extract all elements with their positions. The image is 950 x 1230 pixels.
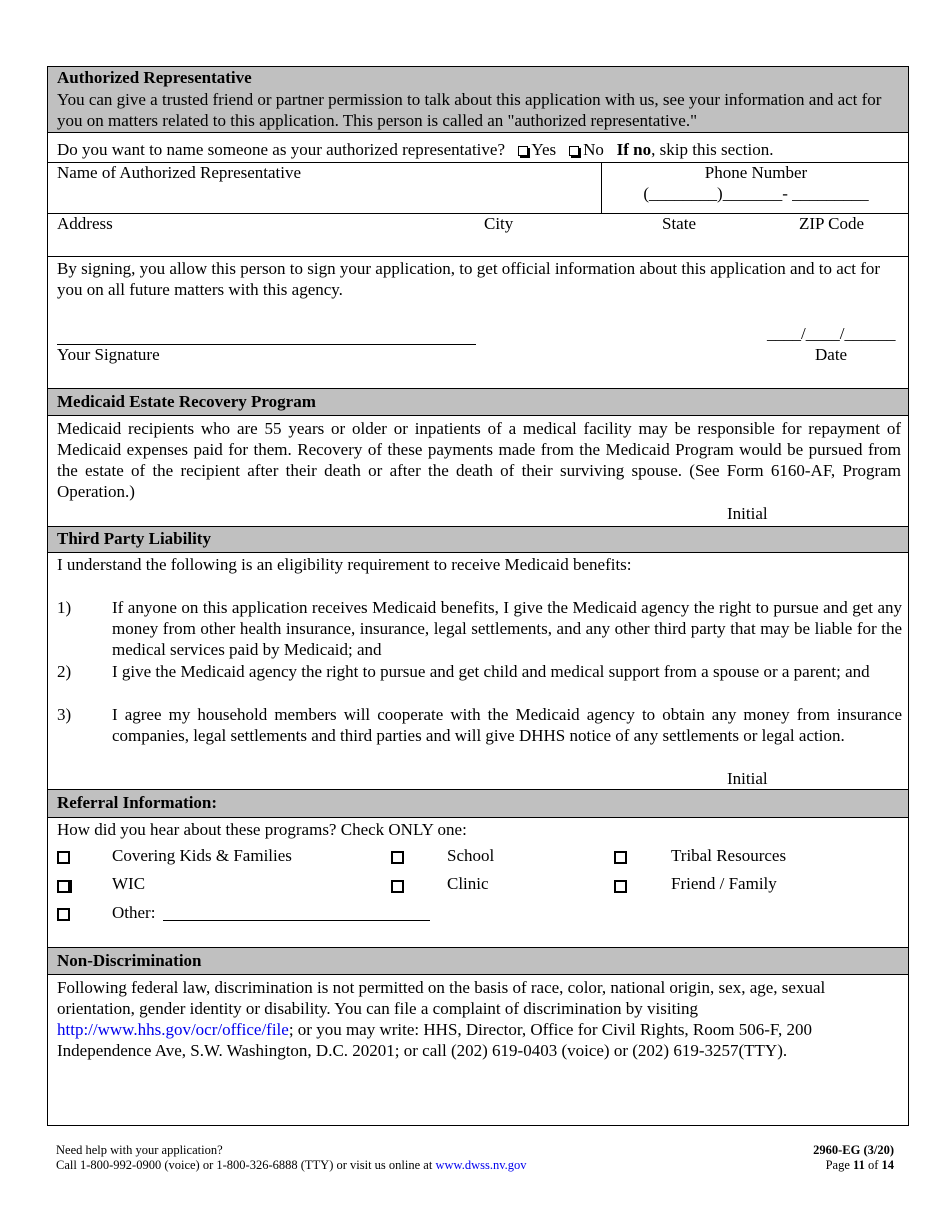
- date-label: Date: [815, 345, 848, 364]
- signing-text: By signing, you allow this person to sign your application, to get official information about this application and to act for you on all future matters with this agency.: [57, 259, 881, 299]
- no-label: No: [583, 140, 604, 159]
- referral-option: School: [447, 846, 495, 865]
- auth-rep-title: Authorized Representative: [57, 68, 252, 87]
- tpl-title: Third Party Liability: [57, 529, 211, 548]
- phone-label: Phone Number: [704, 163, 808, 182]
- referral-checkbox-friend[interactable]: [614, 880, 627, 893]
- other-input-line[interactable]: [163, 920, 430, 921]
- state-label: State: [662, 214, 696, 233]
- referral-title: Referral Information:: [57, 793, 218, 812]
- hhs-link[interactable]: http://www.hhs.gov/ocr/office/file: [57, 1020, 289, 1039]
- tpl-item-num: 3): [57, 705, 72, 724]
- page-word: Page: [825, 1158, 850, 1172]
- page-number: 11: [853, 1158, 865, 1172]
- referral-header: [48, 789, 908, 818]
- referral-checkbox-other[interactable]: [57, 908, 70, 921]
- tpl-header: [48, 526, 908, 553]
- of-word: of: [867, 1158, 879, 1172]
- city-label: City: [484, 214, 514, 233]
- date-field[interactable]: ____/____/______: [767, 324, 896, 343]
- tpl-initial-label: Initial: [727, 769, 768, 788]
- referral-question: How did you hear about these programs? Check ONLY one:: [57, 820, 467, 839]
- if-no-bold: If no: [616, 140, 652, 159]
- tpl-item-num: 2): [57, 662, 72, 681]
- address-label: Address: [57, 214, 113, 233]
- referral-checkbox-tribal[interactable]: [614, 851, 627, 864]
- footer-call-text: Call 1-800-992-0900 (voice) or 1-800-326-6888 (TTY) or visit us online at: [56, 1158, 436, 1172]
- auth-rep-question: Do you want to name someone as your authorized representative?: [57, 140, 505, 159]
- dwss-link[interactable]: www.dwss.nv.gov: [435, 1158, 527, 1172]
- signature-label: Your Signature: [57, 345, 160, 364]
- nondisc-header: [48, 947, 908, 975]
- form-id: 2960-EG (3/20): [813, 1143, 894, 1157]
- tpl-item-num: 1): [57, 598, 72, 617]
- if-no-rest: , skip this section.: [651, 140, 774, 159]
- footer-call: [56, 1157, 527, 1173]
- nondisc-title: Non-Discrimination: [57, 951, 202, 970]
- nondisc-text: [57, 977, 905, 1061]
- referral-option: Covering Kids & Families: [112, 846, 292, 865]
- referral-option: Friend / Family: [671, 874, 777, 893]
- divider: [48, 256, 908, 257]
- referral-option: Tribal Resources: [671, 846, 787, 865]
- tpl-item-text: If anyone on this application receives Medicaid benefits, I give the Medicaid agency the right to pursue and get any money from other health insurance, insurance, legal settlements, and any other third party that may be liable for the medical services paid by Medicaid; and: [112, 598, 902, 659]
- estate-title: Medicaid Estate Recovery Program: [57, 392, 316, 411]
- estate-text: Medicaid recipients who are 55 years or older or inpatients of a medical facility may be responsible for repayment of Medicaid expenses paid for them. Recovery of these payments made from the Medicaid Program would be pursued from the estate of the recipient after their death or after the death of their surviving spouse. (See Form 6160-AF, Program Operation.): [57, 419, 901, 501]
- estate-initial-label: Initial: [727, 504, 768, 523]
- referral-checkbox-wic[interactable]: [57, 880, 70, 893]
- referral-checkbox-covering-kids[interactable]: [57, 851, 70, 864]
- zip-label: ZIP Code: [799, 214, 865, 233]
- referral-option: WIC: [112, 874, 146, 893]
- nondisc-text-after: ; or you may write: HHS, Director, Office for Civil Rights, Room 506-F, 200 Independence Ave, S.W. Washington, D.C. 20201; or call (202) 619-0403 (voice) or (202) 619-3257(TTY).: [57, 1020, 813, 1060]
- referral-checkbox-clinic[interactable]: [391, 880, 404, 893]
- auth-rep-intro: You can give a trusted friend or partner permission to talk about this application with us, see your information and act for you on matters related to this application. This person is called an "authorized representative.": [57, 90, 882, 130]
- page-indicator: [826, 1157, 894, 1173]
- yes-checkbox[interactable]: [518, 146, 528, 156]
- no-checkbox[interactable]: [569, 146, 579, 156]
- nondisc-text-before: Following federal law, discrimination is not permitted on the basis of race, color, national origin, sex, age, sexual orientation, gender identity or disability. You can file a complaint of discrimination by visiting: [57, 978, 826, 1018]
- page-total: 14: [881, 1158, 894, 1172]
- application-form: [47, 66, 909, 1126]
- auth-rep-question-row: [57, 139, 907, 160]
- rep-name-label: Name of Authorized Representative: [57, 163, 302, 182]
- referral-option: Clinic: [447, 874, 489, 893]
- phone-field[interactable]: (________)_______- _________: [643, 184, 869, 203]
- referral-option: Other:: [112, 903, 156, 922]
- footer-help: Need help with your application?: [56, 1143, 223, 1157]
- yes-label: Yes: [531, 140, 557, 159]
- tpl-item-text: I give the Medicaid agency the right to pursue and get child and medical support from a spouse or a parent; and: [112, 662, 870, 681]
- estate-header: [48, 388, 908, 416]
- divider: [48, 213, 908, 214]
- referral-checkbox-school[interactable]: [391, 851, 404, 864]
- tpl-item-text: I agree my household members will cooperate with the Medicaid agency to obtain any money from insurance companies, legal settlements and third parties and will give DHHS notice of any settlements or legal action.: [112, 705, 902, 745]
- auth-rep-header: [48, 67, 908, 133]
- tpl-intro: I understand the following is an eligibility requirement to receive Medicaid benefits:: [57, 555, 632, 574]
